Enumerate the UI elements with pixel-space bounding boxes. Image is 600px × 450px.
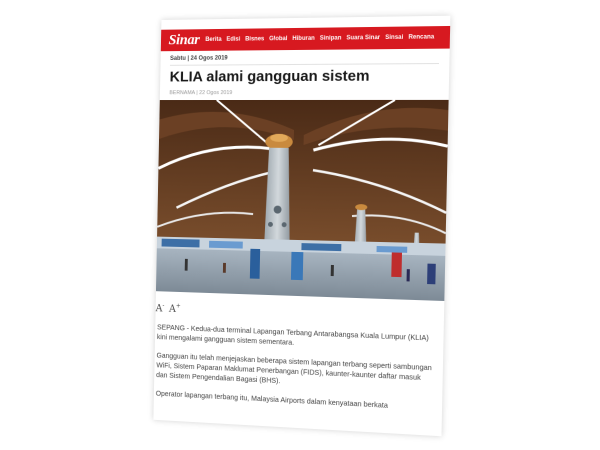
article-paragraph: Gangguan itu telah menjejaskan beberapa sistem lapangan terbang seperti sambungan WiFi, Sistem Paparan Maklumat Penerbangan (FIDS), kaunter-kaunter daftar masuk dan Sistem Pengendalian Bagasi (BHS). [156,350,432,386]
nav-item-berita[interactable]: Berita [205,36,222,43]
font-size-controls [156,302,181,315]
font-increase-button[interactable]: A+ [168,302,181,315]
article-byline: BERNAMA | 22 Ogos 2019 [169,90,233,97]
nav-item-suara-sinar[interactable]: Suara Sinar [346,34,381,42]
top-nav [161,26,450,51]
article-headline: KLIA alami gangguan sistem [169,67,370,86]
nav-item-hiburan[interactable]: Hiburan [292,35,315,43]
article-photo [156,100,449,301]
article-paragraph: SEPANG - Kedua-dua terminal Lapangan Terbang Antarabangsa Kuala Lumpur (KLIA) kini mengalami gangguan sistem sementara. [156,322,429,347]
nav-menu [205,34,434,43]
nav-item-sinsai[interactable]: Sinsai [385,34,404,42]
nav-item-global[interactable]: Global [269,36,288,43]
dateline: Sabtu | 24 Ogos 2019 [170,55,228,62]
nav-item-sinipan[interactable]: Sinipan [319,35,342,42]
airport-terminal-image [156,100,449,301]
article-paragraph: Operator lapangan terbang itu, Malaysia Airports dalam kenyataan berkata [155,388,388,410]
article-page [153,16,450,437]
site-logo[interactable]: Sinar [168,31,200,48]
article-body [155,322,433,422]
nav-item-rencana[interactable]: Rencana [408,34,435,41]
nav-item-bisnes[interactable]: Bisnes [245,36,265,43]
font-decrease-button[interactable]: A- [155,302,165,315]
divider [170,63,439,66]
nav-item-edisi[interactable]: Edisi [226,36,241,43]
